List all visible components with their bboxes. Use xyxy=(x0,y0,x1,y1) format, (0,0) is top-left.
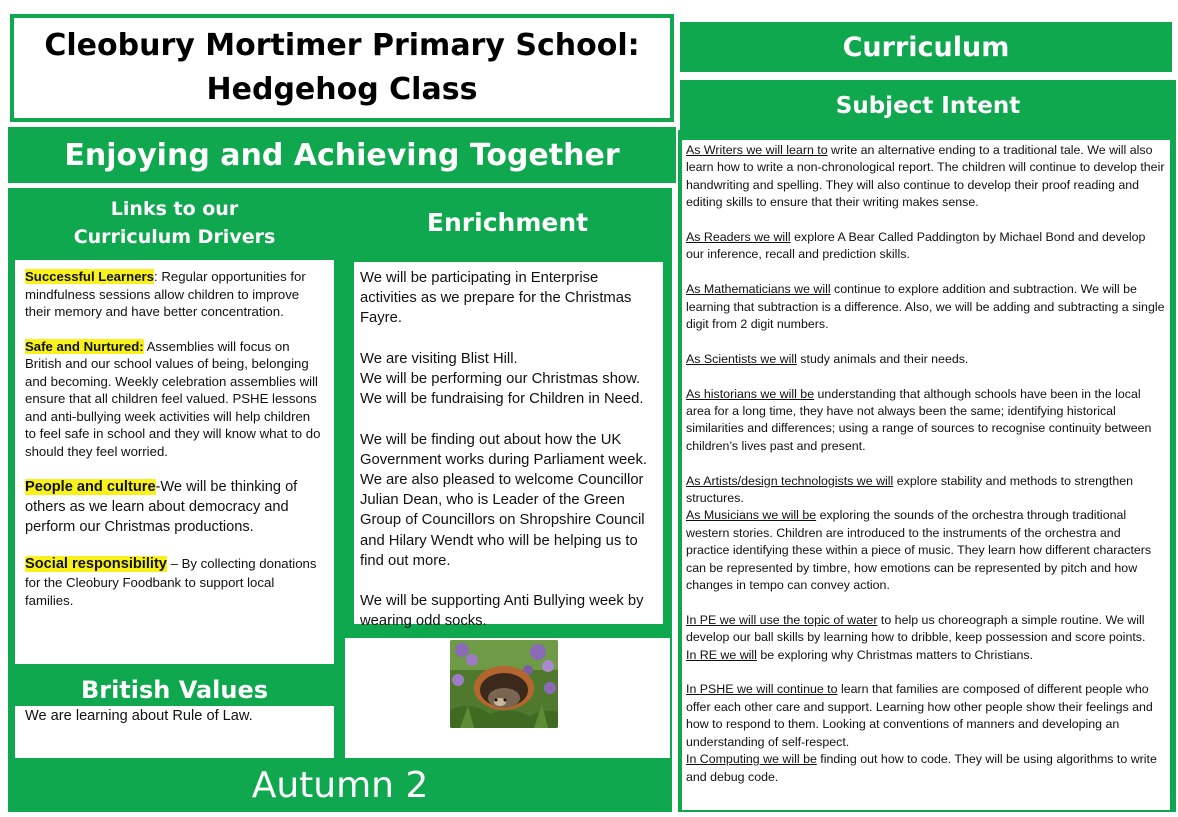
intent-item xyxy=(686,229,1166,264)
intent-lead: In Computing we will be xyxy=(686,752,817,767)
intent-text: learn that families are composed of different people who offer each other care and support. Learning how other people show their feelings and how to respond to them. Looking at conventions of manners and developing an understanding of self-respect. xyxy=(686,682,1153,749)
hedgehog-image-icon xyxy=(450,640,558,728)
drivers-heading-line1: Links to our xyxy=(110,198,239,220)
driver-item xyxy=(25,554,324,609)
intent-text: be exploring why Christmas matters to Christians. xyxy=(756,647,1034,662)
enrichment-line: We are visiting Blist Hill. xyxy=(360,350,518,367)
driver-text: -We will be thinking of others as we learn about democracy and perform our Christmas productions. xyxy=(25,479,298,535)
driver-item xyxy=(25,338,324,461)
curriculum-heading: Curriculum xyxy=(680,22,1172,72)
british-values-heading: British Values xyxy=(80,676,269,704)
driver-item xyxy=(25,477,324,537)
driver-label: People and culture xyxy=(25,479,156,495)
intent-item xyxy=(686,351,1166,368)
image-area xyxy=(345,638,670,758)
page-title-line2: Hedgehog Class xyxy=(206,72,478,107)
intent-text: study animals and their needs. xyxy=(796,351,969,366)
driver-label: Social responsibility xyxy=(25,556,167,572)
intent-text: continue to explore addition and subtraction. We will be learning that subtraction is a difference. Also, we will be adding and subtracting a single digit from 2 digit numbers. xyxy=(686,282,1165,332)
drivers-body xyxy=(15,260,334,664)
motto-banner: Enjoying and Achieving Together xyxy=(8,127,676,183)
page-title xyxy=(44,24,639,112)
subject-intent-body xyxy=(682,140,1170,810)
intent-item xyxy=(686,647,1166,664)
intent-item xyxy=(686,612,1166,647)
intent-text: write an alternative ending to a traditional tale. We will also learn how to write a non-chronological report. The children will continue to develop their handwriting and spelling. They will also continue to develop their proof reading and editing skills to ensure that their writing makes sense. xyxy=(686,143,1165,210)
drivers-heading-line2: Curriculum Drivers xyxy=(73,226,276,248)
intent-item xyxy=(686,751,1166,786)
intent-lead: As Mathematicians we will xyxy=(686,282,831,297)
british-values-body: We are learning about Rule of Law. xyxy=(15,706,334,758)
driver-text: Assemblies will focus on British and our school values of being, belonging and becoming. Weekly celebration assemblies will ensure that all children feel valued. PSHE lessons and anti-bullying week activities will help children to feel safe in school and they will know what to do should they feel worried. xyxy=(25,338,321,459)
intent-text: finding out how to code. They will be using algorithms to write and debug code. xyxy=(686,752,1157,784)
term-banner: Autumn 2 xyxy=(8,758,672,812)
driver-label: Safe and Nurtured: xyxy=(25,338,144,354)
curriculum-drivers-panel xyxy=(8,188,341,758)
enrichment-paragraph: We will be supporting Anti Bullying week by wearing odd socks. xyxy=(360,593,644,630)
intent-lead: In RE we will xyxy=(686,647,757,662)
intent-lead: As Writers we will learn to xyxy=(686,143,828,157)
driver-text: – By collecting donations for the Cleobury Foodbank to support local families. xyxy=(25,556,317,608)
intent-lead: In PE we will use the topic of water xyxy=(686,612,878,627)
enrichment-paragraph xyxy=(360,349,657,410)
enrichment-line: We will be performing our Christmas show. xyxy=(360,371,641,387)
title-box xyxy=(10,14,674,122)
intent-item xyxy=(686,473,1166,508)
driver-text: : Regular opportunities for mindfulness sessions allow children to improve their memory and have better concentration. xyxy=(25,269,306,319)
intent-lead: As historians we will be xyxy=(686,386,815,401)
intent-text: exploring the sounds of the orchestra through traditional western stories. Children are introduced to the instruments of the orchestra and practice identifying these within a piece of music. They learn how different characters can be represented by timbre, how emotions can be represented by pitch and how changes in tempo can convey action. xyxy=(686,508,1152,593)
subject-intent-heading: Subject Intent xyxy=(680,80,1176,132)
intent-lead: As Musicians we will be xyxy=(686,508,817,523)
intent-item xyxy=(686,681,1166,751)
enrichment-body xyxy=(354,262,663,630)
enrichment-panel xyxy=(341,188,672,758)
enrichment-paragraph: We will be finding out about how the UK Government works during Parliament week. We are also pleased to welcome Councillor Julian Dean, who is Leader of the Green Group of Councillors on Shropshire Council and Hilary Wendt who will be helping us to find out more. xyxy=(360,431,648,569)
driver-item xyxy=(25,268,324,321)
enrichment-heading: Enrichment xyxy=(426,207,589,237)
page-title-line1: Cleobury Mortimer Primary School: xyxy=(44,28,640,63)
enrichment-line: We will be fundraising for Children in Need. xyxy=(360,391,644,408)
intent-item xyxy=(686,386,1166,456)
subject-intent-panel xyxy=(678,130,1176,812)
intent-text: understanding that although schools have been in the local area for a long time, they have not always been the same; identifying historical similarities and differences; using a range of sources to recognise continuity between children’s lives past and present. xyxy=(686,386,1152,453)
drivers-heading xyxy=(8,188,341,258)
intent-lead: As Readers we will xyxy=(686,230,791,245)
enrichment-paragraph: We will be participating in Enterprise activities as we prepare for the Christmas Fayre. xyxy=(360,270,632,327)
intent-text: to help us choreograph a simple routine. We will develop our ball skills by learning how to dribble, keep possession and score points. xyxy=(686,612,1146,645)
intent-item xyxy=(686,142,1166,212)
intent-item xyxy=(686,507,1166,594)
hedgehog-photo xyxy=(450,640,558,728)
intent-lead: In PSHE we will continue to xyxy=(686,682,838,697)
intent-lead: As Scientists we will xyxy=(686,351,797,366)
driver-label: Successful Learners xyxy=(25,269,155,284)
intent-text: explore stability and methods to strengthen structures. xyxy=(686,473,1133,506)
intent-item xyxy=(686,281,1166,333)
intent-text: explore A Bear Called Paddington by Michael Bond and develop our inference, recall and prediction skills. xyxy=(686,230,1146,262)
intent-lead: As Artists/design technologists we will xyxy=(686,473,894,488)
